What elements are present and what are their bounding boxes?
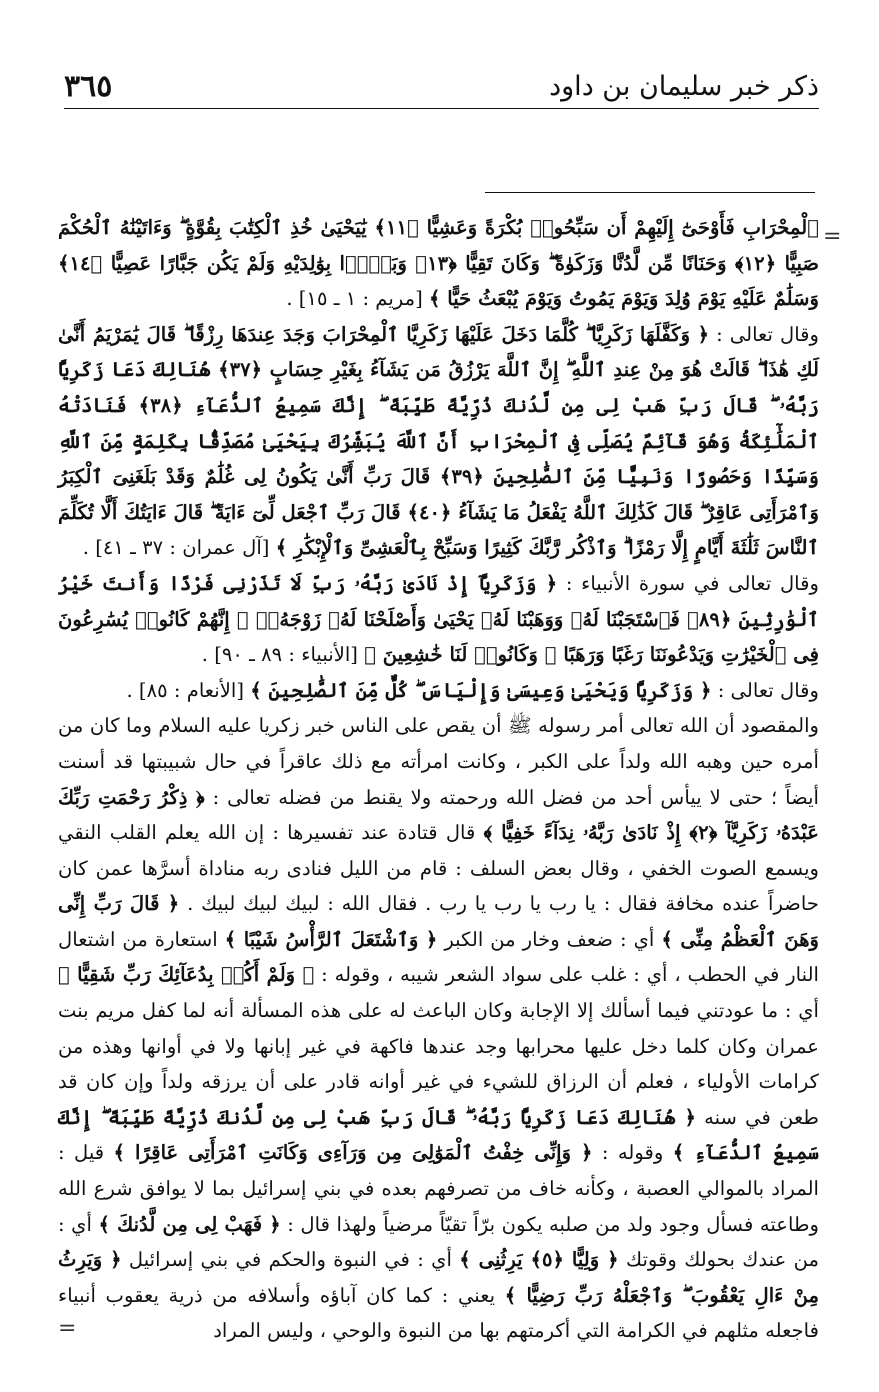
commentary-text: أي : في النبوة والحكم في بني إسرائيل [121, 1248, 460, 1272]
verse-reference: [الأنبياء : ٨٩ ـ ٩٠] . [201, 643, 365, 667]
commentary-text: وقوله : [592, 1141, 673, 1165]
paragraph-al-imran-verses [58, 317, 819, 566]
verse-reference: [مريم : ١ ـ ١٥] . [286, 287, 429, 311]
paragraph-commentary [58, 708, 819, 1349]
paragraph-anbiya-verses [58, 566, 819, 673]
commentary-text: قال قتادة عند تفسيرها : إن الله يعلم القلب النقي ويسمع الصوت الخفي ، وقال بعض السلف : قام من الليل فنادى ربه مناداة أسرَّها عمن كان حاضراً عنده مخافة فقال : يا رب يا رب يا رب . فقال الله : لبيك لبيك لبيك . [58, 821, 820, 916]
commentary-text: والمقصود أن الله تعالى أمر رسوله ﷺ أن يقص على الناس خبر زكريا عليه السلام وما كان من أمره حين وهبه الله ولداً على الكبر ، وكانت امرأته مع ذلك عاقراً في حال شبيبتها قد أسنت أيضاً ؛ حتى لا ييأس أحد من فضل الله ورحمته ولا يقنط من فضله تعالى : [58, 714, 819, 809]
paragraph-maryam-verses [58, 210, 819, 317]
quran-quote: ﴿ وَلِيًّا ﴿٥﴾ يَرِثُنِى ﴾ [459, 1248, 619, 1272]
commentary-text: أي : ضعف وخار من الكبر [437, 927, 662, 951]
quran-verse: ﴿ وَزَكَرِيَّا وَيَحْيَىٰ وَعِيسَىٰ وَإِلْيَاسَ ۖ كُلٌّ مِّنَ ٱلصَّٰلِحِينَ ﴾ [250, 678, 712, 702]
commentary-text: أي : ما عودتني فيما أسألك إلا الإجابة وكان الباعث له على هذه المسألة أنه لما كفل مريم بنت عمران وكان كلما دخل عليها محرابها وجد عندها فاكهة في غير إبانها ولا في أوانها وهذه من كرامات الأولياء ، فعلم أن الرزاق للشيء في غير أوانه قادر على أن يرزقه ولداً وإن كان قد طعن في سنه [58, 999, 819, 1129]
quran-verse: ﴿ وَكَفَّلَهَا زَكَرِيَّا ۖ كُلَّمَا دَخَلَ عَلَيْهَا زَكَرِيَّا ٱلْمِحْرَابَ وَجَدَ عِندَهَا رِزْقًا ۖ قَالَ يَٰمَرْيَمُ أَنَّىٰ لَكِ هَٰذَا ۖ قَالَتْ هُوَ مِنْ عِندِ ٱللَّهِ ۖ إِنَّ ٱللَّهَ يَرْزُقُ مَن يَشَآءُ بِغَيْرِ حِسَابٍ ﴿٣٧﴾ هُنَالِكَ دَعَا زَكَرِيَّا رَبَّهُۥ ۖ قَالَ رَبِّ هَبْ لِى مِن لَّدُنكَ ذُرِّيَّةً طَيِّبَةً ۖ إِنَّكَ سَمِيعُ ٱلدُّعَآءِ ﴿٣٨﴾ فَنَادَتْهُ ٱلْمَلَٰٓئِكَةُ وَهُوَ قَآئِمٌ يُصَلِّى فِى ٱلْمِحْرَابِ أَنَّ ٱللَّهَ يُبَشِّرُكَ بِيَحْيَىٰ مُصَدِّقًۢا بِكَلِمَةٍ مِّنَ ٱللَّهِ وَسَيِّدًا وَحَصُورًا وَنَبِيًّا مِّنَ ٱلصَّٰلِحِينَ ﴿٣٩﴾ قَالَ رَبِّ أَنَّىٰ يَكُونُ لِى غُلَٰمٌ وَقَدْ بَلَغَنِىَ ٱلْكِبَرُ وَٱمْرَأَتِى عَاقِرٌ ۖ قَالَ كَذَٰلِكَ ٱللَّهُ يَفْعَلُ مَا يَشَآءُ ﴿٤٠﴾ قَالَ رَبِّ ٱجْعَل لِّىٓ ءَايَةً ۖ قَالَ ءَايَتُكَ أَلَّا تُكَلِّمَ ٱلنَّاسَ ثَلَٰثَةَ أَيَّامٍ إِلَّا رَمْزًا ۗ وَٱذْكُر رَّبَّكَ كَثِيرًا وَسَبِّحْ بِٱلْعَشِىِّ وَٱلْإِبْكَٰرِ ﴾ [58, 322, 820, 560]
quran-quote: ﴿ فَهَبْ لِى مِن لَّدُنكَ ﴾ [98, 1212, 281, 1236]
page-number: ٣٦٥ [64, 69, 113, 104]
commentary-text: يعني : كما كان آباؤه وأسلافه من ذرية يعقوب أنبياء فاجعله مثلهم في الكرامة التي أكرمتهم بها من النبوة والوحي ، وليس المراد [58, 1283, 819, 1343]
quran-quote: ﴿ ذِكْرُ رَحْمَتِ رَبِّكَ عَبْدَهُۥ زَكَرِيَّآ ﴿٢﴾ إِذْ نَادَىٰ رَبَّهُۥ نِدَآءً خَفِيًّا ﴾ [58, 785, 819, 845]
intro-text: وقال تعالى في سورة الأنبياء : [557, 571, 819, 595]
separator-rule [485, 192, 815, 193]
verse-reference: [آل عمران : ٣٧ ـ ٤١] . [82, 536, 276, 560]
continuation-mark-bottom: = [58, 1316, 77, 1341]
quran-quote: ﴿ وَلَمْ أَكُنۢ بِدُعَآئِكَ رَبِّ شَقِيًّا ﴾ [58, 963, 315, 987]
commentary-text: استعارة من اشتعال النار في الحطب ، أي : غلب على سواد الشعر شيبه ، وقوله : [58, 927, 819, 987]
paragraph-anam-verse [58, 673, 819, 709]
verse-reference: [الأنعام : ٨٥] . [126, 678, 251, 702]
quran-verse: ٱلْمِحْرَابِ فَأَوْحَىٰٓ إِلَيْهِمْ أَن سَبِّحُوا۟ بُكْرَةً وَعَشِيًّا ﴿١١﴾ يَٰيَحْيَىٰ خُذِ ٱلْكِتَٰبَ بِقُوَّةٍ ۖ وَءَاتَيْنَٰهُ ٱلْحُكْمَ صَبِيًّا ﴿١٢﴾ وَحَنَانًا مِّن لَّدُنَّا وَزَكَوٰةً ۖ وَكَانَ تَقِيًّا ﴿١٣﴾ وَبَرًّۢا بِوَٰلِدَيْهِ وَلَمْ يَكُن جَبَّارًا عَصِيًّا ﴿١٤﴾ وَسَلَٰمٌ عَلَيْهِ يَوْمَ وُلِدَ وَيَوْمَ يَمُوتُ وَيَوْمَ يُبْعَثُ حَيًّا ﴾ [58, 216, 819, 311]
quran-quote: ﴿ وَيَرِثُ مِنْ ءَالِ يَعْقُوبَ ۖ وَٱجْعَلْهُ رَبِّ رَضِيًّا ﴾ [58, 1248, 819, 1307]
continuation-mark-top: = [823, 224, 842, 249]
chapter-title: ذكر خبر سليمان بن داود [549, 71, 819, 102]
body-text [58, 210, 819, 1349]
quran-quote: ﴿ وَإِنِّى خِفْتُ ٱلْمَوَٰلِىَ مِن وَرَآءِى وَكَانَتِ ٱمْرَأَتِى عَاقِرًا ﴾ [113, 1141, 593, 1165]
commentary-text: أي : من عندك بحولك وقوتك [58, 1212, 819, 1272]
quran-verse: ﴿ وَزَكَرِيَّآ إِذْ نَادَىٰ رَبَّهُۥ رَبِّ لَا تَذَرْنِى فَرْدًا وَأَنتَ خَيْرُ ٱلْوَٰرِثِينَ ﴿٨٩﴾ فَٱسْتَجَبْنَا لَهُۥ وَوَهَبْنَا لَهُۥ يَحْيَىٰ وَأَصْلَحْنَا لَهُۥ زَوْجَهُۥٓ ۚ إِنَّهُمْ كَانُوا۟ يُسَٰرِعُونَ فِى ٱلْخَيْرَٰتِ وَيَدْعُونَنَا رَغَبًا وَرَهَبًا ۖ وَكَانُوا۟ لَنَا خَٰشِعِينَ ﴾ [58, 571, 820, 667]
quran-quote: ﴿ قَالَ رَبِّ إِنِّى وَهَنَ ٱلْعَظْمُ مِنِّى ﴾ [58, 892, 820, 951]
commentary-text: قيل : المراد بالموالي العصبة ، وكأنه خاف من تصرفهم بعده في بني إسرائيل بما لا يوافق شرع الله وطاعته فسأل وجود ولد من صلبه يكون برّاً تقيّاً مرضياً ولهذا قال : [58, 1141, 820, 1236]
intro-text: وقال تعالى : [709, 322, 820, 346]
running-header [64, 62, 819, 109]
intro-text: وقال تعالى : [711, 678, 819, 702]
quran-quote: ﴿ وَٱشْتَعَلَ ٱلرَّأْسُ شَيْبًا ﴾ [224, 927, 438, 951]
quran-quote: ﴿ هُنَالِكَ دَعَا زَكَرِيَّا رَبَّهُۥ ۖ قَالَ رَبِّ هَبْ لِى مِن لَّدُنكَ ذُرِّيَّةً طَيِّبَةً ۖ إِنَّكَ سَمِيعُ ٱلدُّعَآءِ ﴾ [58, 1105, 819, 1165]
